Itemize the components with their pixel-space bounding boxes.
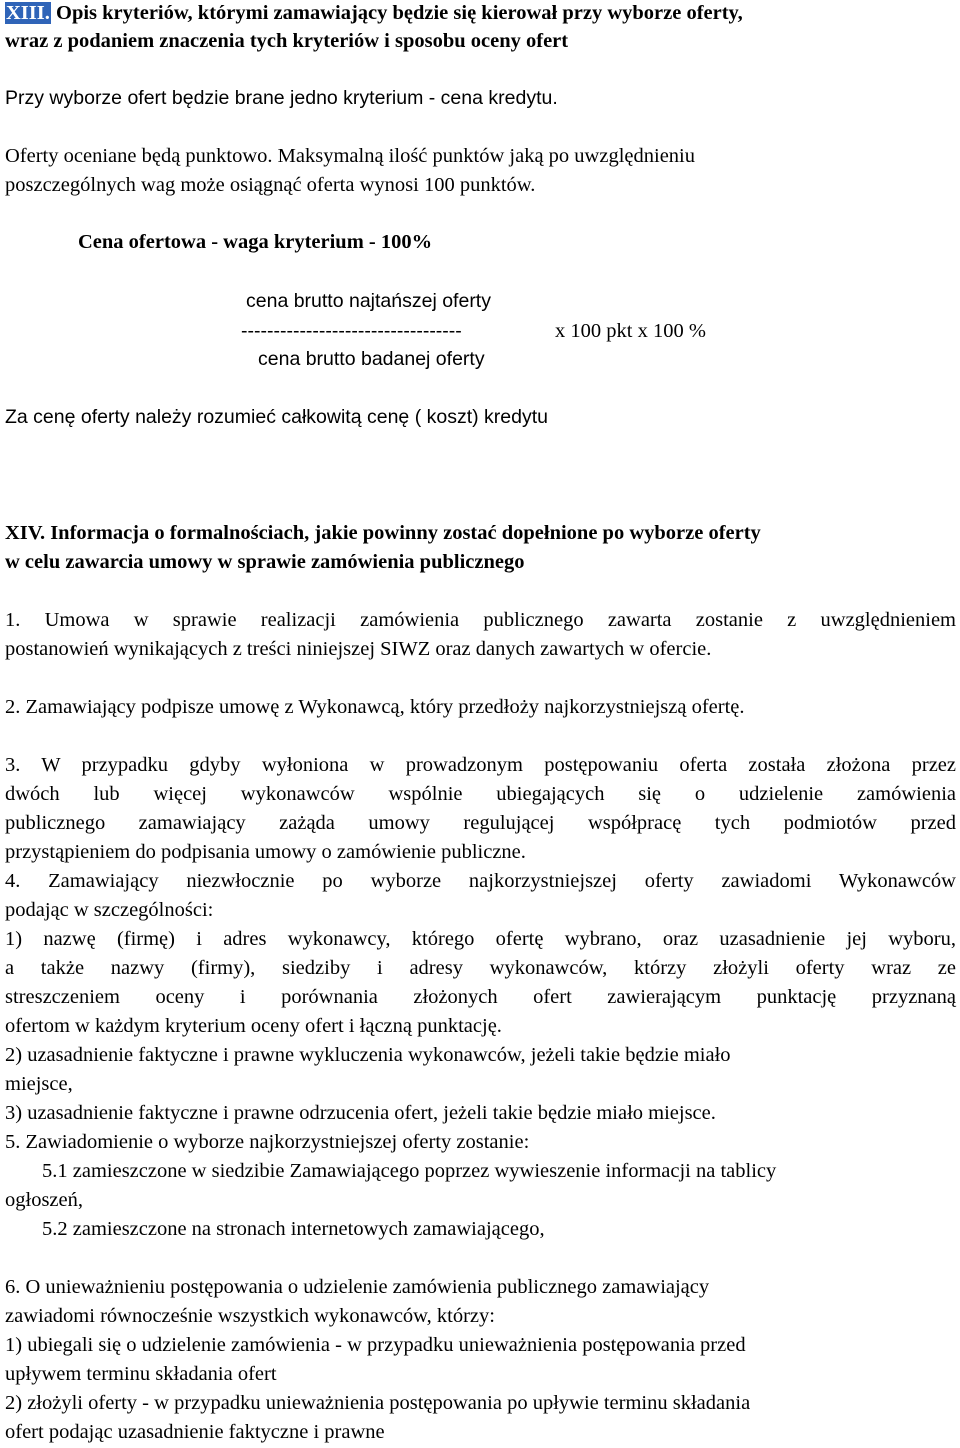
points-text-line1: Oferty oceniane będą punktowo. Maksymalną ilość punktów jaką po uwzględnieniu: [5, 145, 695, 167]
paragraph-5-1-line1: 5.1 zamieszczone w siedzibie Zamawiającego poprzez wywieszenie informacji na tablicy: [42, 1160, 777, 1182]
paragraph-6-item-1-line1: 1) ubiegali się o udzielenie zamówienia - w przypadku unieważnienia postępowania przed: [5, 1334, 746, 1356]
paragraph-6-item-1-line2: upływem terminu składania ofert: [5, 1363, 277, 1385]
formula-multiplier: x 100 pkt x 100 %: [555, 320, 706, 342]
paragraph-5-2: 5.2 zamieszczone na stronach internetowych zamawiającego,: [42, 1218, 545, 1240]
list-item-1-line1: 1) nazwę (firmę) i adres wykonawcy, którego ofertę wybrano, oraz uzasadnienie jej wyboru,: [5, 928, 956, 950]
formula-fraction-bar: ----------------------------------: [241, 320, 462, 342]
weight-heading: Cena ofertowa - waga kryterium - 100%: [78, 231, 433, 253]
paragraph-6-item-2-line2: ofert podając uzasadnienie faktyczne i prawne: [5, 1421, 385, 1443]
paragraph-6-line1: 6. O unieważnieniu postępowania o udzielenie zamówienia publicznego zamawiający: [5, 1276, 710, 1298]
paragraph-6-item-2-line1: 2) złożyli oferty - w przypadku unieważnienia postępowania po upływie terminu składania: [5, 1392, 751, 1414]
paragraph-3-line4: przystąpieniem do podpisania umowy o zamówienie publiczne.: [5, 841, 526, 863]
formula-numerator: cena brutto najtańszej oferty: [246, 290, 491, 312]
price-definition: Za cenę oferty należy rozumieć całkowitą cenę ( koszt) kredytu: [5, 406, 548, 428]
paragraph-6-line2: zawiadomi równocześnie wszystkich wykonawców, którzy:: [5, 1305, 495, 1327]
list-item-2-line1: 2) uzasadnienie faktyczne i prawne wykluczenia wykonawców, jeżeli takie będzie miało: [5, 1044, 731, 1066]
criterion-sentence: Przy wyborze ofert będzie brane jedno kryterium - cena kredytu.: [5, 87, 558, 109]
section-13-title-text: Opis kryteriów, którymi zamawiający będzie się kierował przy wyborze oferty,: [50, 2, 743, 24]
paragraph-4-line2: podając w szczególności:: [5, 899, 214, 921]
formula-denominator: cena brutto badanej oferty: [258, 348, 485, 370]
paragraph-5-1-line2: ogłoszeń,: [5, 1189, 83, 1211]
section-14-title: XIV. Informacja o formalnościach, jakie powinny zostać dopełnione po wyborze oferty: [5, 522, 761, 544]
paragraph-3-line3: publicznego zamawiający zażąda umowy regulującej współpracę tych podmiotów przed: [5, 812, 956, 834]
paragraph-3-line2: dwóch lub więcej wykonawców wspólnie ubiegających się o udzielenie zamówienia: [5, 783, 956, 805]
paragraph-1-line1: 1. Umowa w sprawie realizacji zamówienia publicznego zawarta zostanie z uwzględnieniem: [5, 609, 956, 631]
list-item-1-line2: a także nazwy (firmy), siedziby i adresy wykonawców, którzy złożyli oferty wraz ze: [5, 957, 956, 979]
list-item-1-line3: streszczeniem oceny i porównania złożonych ofert zawierającym punktację przyznaną: [5, 986, 956, 1008]
paragraph-5: 5. Zawiadomienie o wyborze najkorzystniejszej oferty zostanie:: [5, 1131, 530, 1153]
paragraph-4-line1: 4. Zamawiający niezwłocznie po wyborze najkorzystniejszej oferty zawiadomi Wykonawców: [5, 870, 956, 892]
paragraph-1-line2: postanowień wynikających z treści niniejszej SIWZ oraz danych zawartych w ofercie.: [5, 638, 712, 660]
section-13-number: XIII.: [6, 2, 50, 24]
paragraph-2: 2. Zamawiający podpisze umowę z Wykonawcą, który przedłoży najkorzystniejszą ofertę.: [5, 696, 745, 718]
section-13-title-line2: wraz z podaniem znaczenia tych kryteriów i sposobu oceny ofert: [5, 30, 569, 52]
section-13-title: [5, 0, 743, 28]
list-item-3: 3) uzasadnienie faktyczne i prawne odrzucenia ofert, jeżeli takie będzie miało miejsce.: [5, 1102, 716, 1124]
section-14-title-line2: w celu zawarcia umowy w sprawie zamówienia publicznego: [5, 551, 525, 573]
list-item-2-line2: miejsce,: [5, 1073, 73, 1095]
list-item-1-line4: ofertom w każdym kryterium oceny ofert i łączną punktację.: [5, 1015, 502, 1037]
points-text-line2: poszczególnych wag może osiągnąć oferta wynosi 100 punktów.: [5, 174, 536, 196]
paragraph-3-line1: 3. W przypadku gdyby wyłoniona w prowadzonym postępowaniu oferta została złożona przez: [5, 754, 956, 776]
